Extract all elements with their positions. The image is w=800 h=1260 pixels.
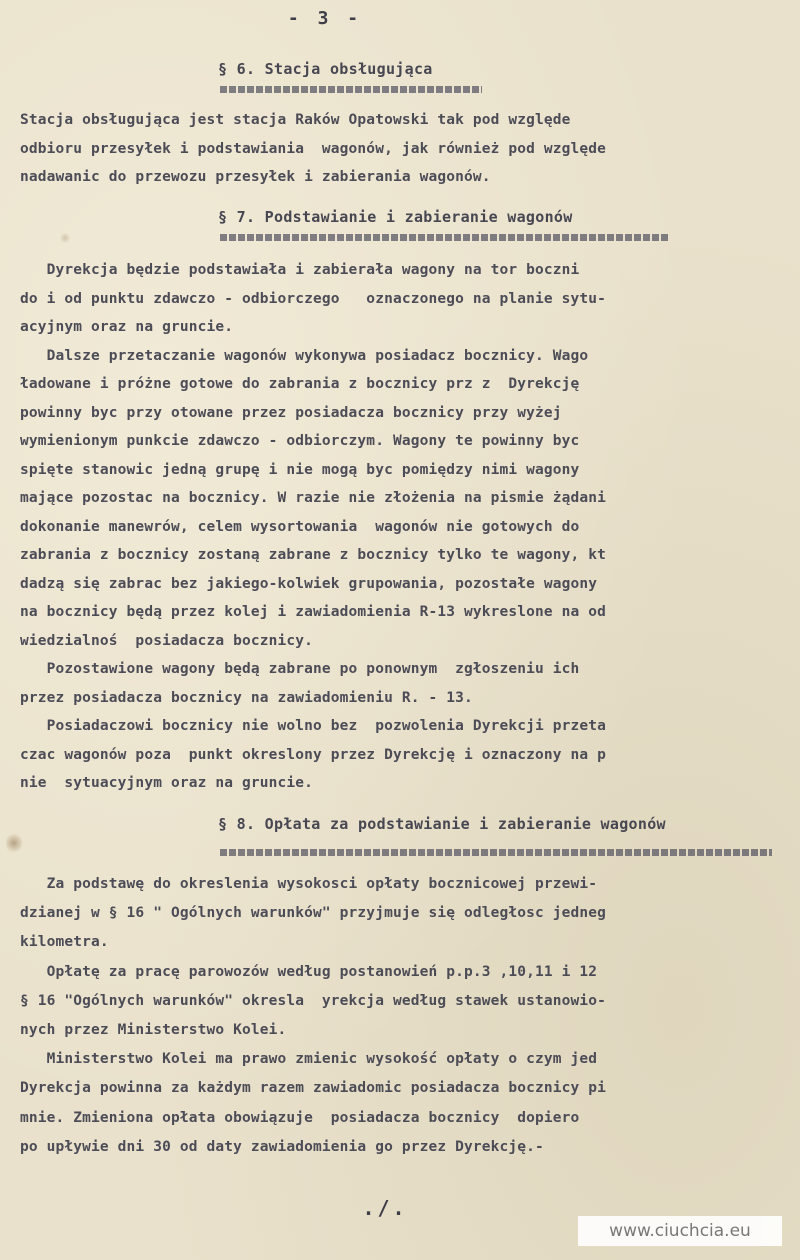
text-line: Za podstawę do okreslenia wysokosci opłaty bocznicowej przewi- (20, 876, 598, 892)
text-line: dadzą się zabrac bez jakiego-kolwiek grupowania, pozostałe wagony (20, 575, 598, 592)
text-line: spięte stanowic jedną grupę i nie mogą byc pomiędzy nimi wagony (20, 461, 580, 478)
text-line: do i od punktu zdawczo - odbiorczego oznaczonego na planie sytu- (20, 290, 607, 307)
text-line: wymienionym punkcie zdawczo - odbiorczym. Wagony te powinny byc (20, 433, 580, 449)
text-line: Opłatę za pracę parowozów według postanowień p.p.3 ,10,11 i 12 (20, 963, 598, 980)
text-line: nadawanic do przewozu przesyłek i zabierania wagonów. (20, 169, 491, 185)
text-line: Dyrekcja będzie podstawiała i zabierała wagony na tor boczni (20, 262, 580, 278)
text-line: przez posiadacza bocznicy na zawiadomieniu R. - 13. (20, 689, 473, 706)
text-line: dzianej w § 16 " Ogólnych warunków" przyjmuje się odległosc jedneg (20, 905, 607, 922)
text-line: Stacja obsługująca jest stacja Raków Opatowski tak pod względe (20, 112, 571, 128)
text-line: mnie. Zmieniona opłata obowiązuje posiadacza bocznicy dopiero (20, 1109, 580, 1126)
text-line: na bocznicy będą przez kolej i zawiadomienia R-13 wykreslone na od (20, 604, 607, 620)
text-line: Ministerstwo Kolei ma prawo zmienic wysokość opłaty o czym jed (20, 1051, 598, 1068)
text-line: acyjnym oraz na gruncie. (20, 319, 234, 335)
heading-underline (220, 86, 482, 90)
watermark: www.ciuchcia.eu (578, 1216, 782, 1246)
section-heading-6: § 6. Stacja obsługująca (218, 60, 433, 78)
text-line: § 16 "Ogólnych warunków" okresla yrekcja według stawek ustanowio- (20, 992, 607, 1009)
section-heading-8: § 8. Opłata za podstawianie i zabieranie wagonów (218, 815, 666, 833)
text-line: zabrania z bocznicy zostaną zabrane z bocznicy tylko te wagony, kt (20, 547, 607, 563)
heading-underline (220, 234, 668, 238)
text-line: mające pozostac na bocznicy. W razie nie złożenia na pismie żądani (20, 490, 607, 506)
text-line: nie sytuacyjnym oraz na gruncie. (20, 775, 314, 791)
text-line: Pozostawione wagony będą zabrane po ponownym zgłoszeniu ich (20, 661, 580, 677)
text-line: powinny byc przy otowane przez posiadacza bocznicy przy wyżej (20, 404, 562, 421)
text-line: czac wagonów poza punkt okreslony przez Dyrekcję i oznaczony na p (20, 746, 607, 763)
text-line: Posiadaczowi bocznicy nie wolno bez pozwolenia Dyrekcji przeta (20, 718, 607, 734)
text-line: Dyrekcja powinna za każdym razem zawiadomic posiadacza bocznicy pi (20, 1080, 607, 1097)
heading-underline (220, 849, 772, 853)
text-line: wiedzialnoś posiadacza bocznicy. (20, 632, 314, 649)
text-line: odbioru przesyłek i podstawiania wagonów, jak również pod względe (20, 140, 607, 157)
page-number: - 3 - (287, 8, 363, 29)
text-line: kilometra. (20, 934, 109, 951)
ink-stain (60, 232, 70, 244)
ink-stain (6, 832, 22, 854)
text-line: nych przez Ministerstwo Kolei. (20, 1022, 287, 1038)
text-line: ładowane i próżne gotowe do zabrania z bocznicy prz z Dyrekcję (20, 376, 580, 392)
continuation-mark: ./. (362, 1196, 408, 1220)
section-heading-7: § 7. Podstawianie i zabieranie wagonów (218, 208, 573, 226)
text-line: po upływie dni 30 od daty zawiadomienia go przez Dyrekcję.- (20, 1138, 544, 1155)
text-line: dokonanie manewrów, celem wysortowania wagonów nie gotowych do (20, 518, 580, 535)
text-line: Dalsze przetaczanie wagonów wykonywa posiadacz bocznicy. Wago (20, 347, 589, 364)
